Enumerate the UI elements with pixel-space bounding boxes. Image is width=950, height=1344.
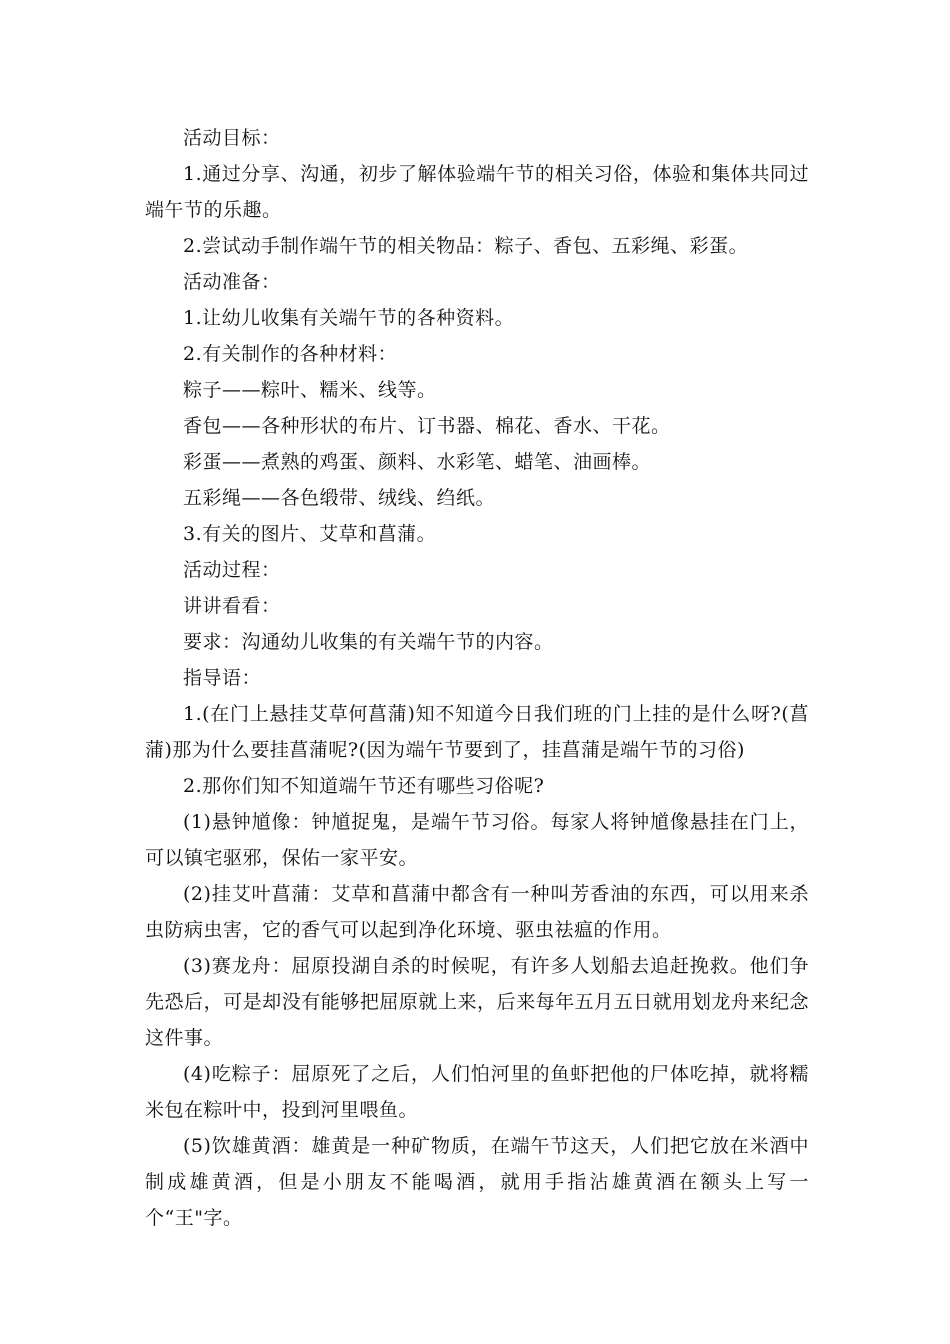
heading-activity-goals: 活动目标： xyxy=(183,127,281,149)
custom-zhong-kui: (1)悬钟馗像：钟馗捉鬼，是端午节习俗。每家人将钟馗像悬挂在门上，可以镇宅驱邪，保佑一家平安。 xyxy=(145,811,809,869)
goal-item-2: 2.尝试动手制作端午节的相关物品：粽子、香包、五彩绳、彩蛋。 xyxy=(183,235,749,257)
material-painted-egg: 彩蛋——煮熟的鸡蛋、颜料、水彩笔、蜡笔、油画棒。 xyxy=(183,451,652,473)
preparation-item-3: 3.有关的图片、艾草和菖蒲。 xyxy=(183,523,437,545)
subheading-guidance: 指导语： xyxy=(183,667,262,689)
preparation-item-1: 1.让幼儿收集有关端午节的各种资料。 xyxy=(183,307,515,329)
preparation-item-2: 2.有关制作的各种材料： xyxy=(183,343,398,365)
custom-dragon-boat: (3)赛龙舟：屈原投湖自杀的时候呢，有许多人划船去追赶挽救。他们争先恐后，可是却没有能够把屈原就上来，后来每年五月五日就用划龙舟来纪念这件事。 xyxy=(145,955,809,1049)
custom-mugwort-calamus: (2)挂艾叶菖蒲：艾草和菖蒲中都含有一种叫芳香油的东西，可以用来杀虫防病虫害，它的香气可以起到净化环境、驱虫祛瘟的作用。 xyxy=(145,883,809,941)
material-sachet: 香包——各种形状的布片、订书器、棉花、香水、干花。 xyxy=(183,415,671,437)
subheading-talk-and-look: 讲讲看看： xyxy=(183,595,281,617)
custom-eat-zongzi: (4)吃粽子：屈原死了之后，人们怕河里的鱼虾把他的尸体吃掉，就将糯米包在粽叶中，投到河里喂鱼。 xyxy=(145,1063,809,1121)
goal-item-1: 1.通过分享、沟通，初步了解体验端午节的相关习俗，体验和集体共同过端午节的乐趣。 xyxy=(145,163,809,221)
heading-activity-preparation: 活动准备： xyxy=(183,271,281,293)
material-zongzi: 粽子——粽叶、糯米、线等。 xyxy=(183,379,437,401)
guidance-item-2: 2.那你们知不知道端午节还有哪些习俗呢? xyxy=(183,775,545,797)
heading-activity-process: 活动过程： xyxy=(183,559,281,581)
guidance-item-1: 1.(在门上悬挂艾草何菖蒲)知不知道今日我们班的门上挂的是什么呀?(菖蒲)那为什么要挂菖蒲呢?(因为端午节要到了，挂菖蒲是端午节的习俗) xyxy=(145,703,809,761)
requirement-text: 要求：沟通幼儿收集的有关端午节的内容。 xyxy=(183,631,554,653)
document-page xyxy=(145,120,809,1236)
material-five-color-rope: 五彩绳——各色缎带、绒线、绉纸。 xyxy=(183,487,496,509)
custom-realgar-wine: (5)饮雄黄酒：雄黄是一种矿物质，在端午节这天，人们把它放在米酒中制成雄黄酒，但是小朋友不能喝酒，就用手指沾雄黄酒在额头上写一个“王"字。 xyxy=(145,1135,809,1229)
